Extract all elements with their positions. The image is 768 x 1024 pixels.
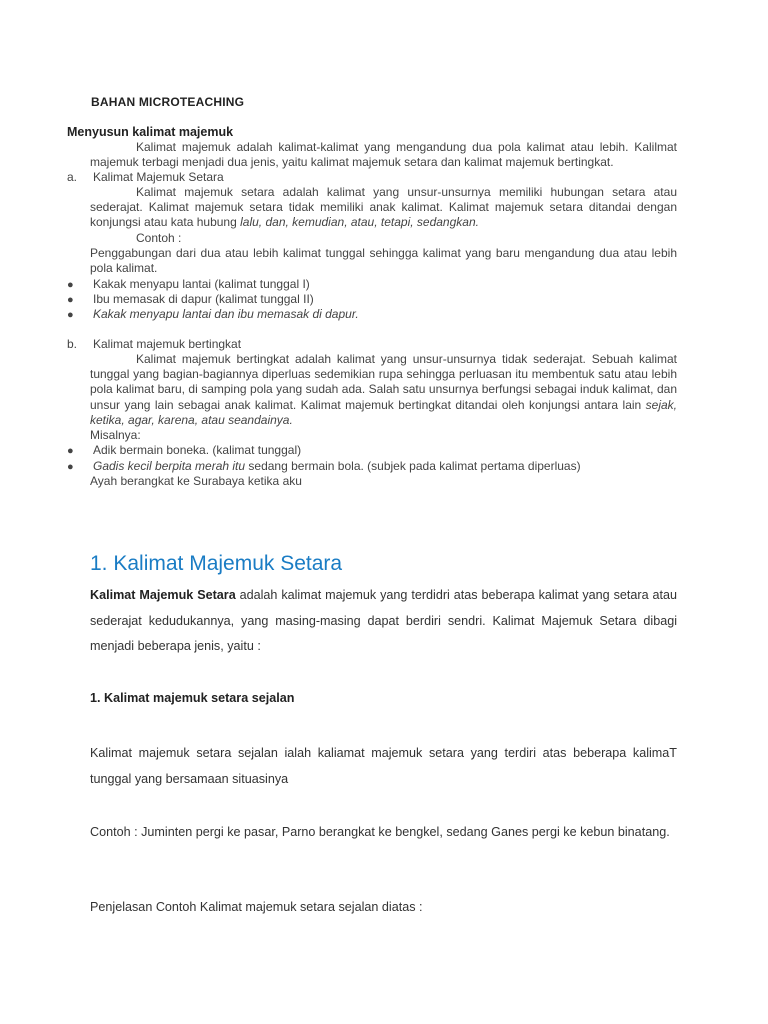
bullet-text: Ibu memasak di dapur (kalimat tunggal II) xyxy=(93,292,314,306)
list-item xyxy=(67,277,310,293)
bullet-text: Adik bermain boneka. (kalimat tunggal) xyxy=(93,443,302,457)
part-b-description xyxy=(90,352,677,443)
section2-paragraph xyxy=(90,583,677,660)
bullet-text: sedang bermain bola. (subjek pada kalimat pertama diperluas) xyxy=(245,459,581,473)
section2-heading: 1. Kalimat Majemuk Setara xyxy=(90,552,343,575)
bullet-icon: ● xyxy=(67,461,74,473)
list-item xyxy=(67,443,301,459)
definition-paragraph: Kalimat majemuk setara sejalan ialah kaliamat majemuk setara yang terdiri atas beberapa kalimaT tunggal yang bersamaan situasinya xyxy=(90,746,677,786)
section-heading: Menyusun kalimat majemuk xyxy=(67,125,234,139)
part-a-contoh-text: Penggabungan dari dua atau lebih kalimat tunggal sehingga kalimat yang baru mengandung dua atau lebih pola kalimat. xyxy=(90,245,677,276)
bullet-italic-text: Gadis kecil berpita merah itu xyxy=(93,459,246,473)
part-a-description xyxy=(90,185,677,276)
part-b-misalnya-label: Misalnya: xyxy=(90,428,141,443)
list-item xyxy=(67,459,581,475)
bullet-icon: ● xyxy=(67,445,74,457)
bullet-text: Kakak menyapu lantai dan ibu memasak di dapur. xyxy=(93,307,359,321)
part-b-marker: b. xyxy=(67,337,78,351)
part-b-heading xyxy=(67,337,241,352)
part-b-last-line xyxy=(90,474,677,489)
part-a-desc-text: Kalimat majemuk setara adalah kalimat yang unsur-unsurnya memiliki hubungan setara atau sederajat. Kalimat majemuk setara tidak memiliki anak kalimat. Kalimat majemuk setara ditandai dengan konjungsi atau kata hubung xyxy=(90,185,677,230)
bullet-icon: ● xyxy=(67,294,74,306)
section2-term: Kalimat Majemuk Setara xyxy=(90,588,236,602)
part-a-contoh-label: Contoh : xyxy=(136,230,182,245)
part-a-marker: a. xyxy=(67,170,78,184)
explanation-paragraph: Penjelasan Contoh Kalimat majemuk setara sejalan diatas : xyxy=(90,900,423,914)
intro-paragraph xyxy=(90,140,677,170)
part-a-title: Kalimat Majemuk Setara xyxy=(93,170,224,184)
bullet-text: Kakak menyapu lantai (kalimat tunggal I) xyxy=(93,277,310,291)
example-paragraph: Contoh : Juminten pergi ke pasar, Parno berangkat ke bengkel, sedang Ganes pergi ke kebun binatang. xyxy=(90,825,670,839)
document-title: BAHAN MICROTEACHING xyxy=(91,95,245,109)
part-b-conjunctions: sejak, ketika, agar, karena, atau seandainya. xyxy=(90,397,677,427)
part-b-desc-text: Kalimat majemuk bertingkat adalah kalimat yang unsur-unsurnya tidak sederajat. Sebuah kalimat tunggal yang bagian-bagiannya diperluas sedemikian rupa sehingga perluasan itu membentuk satu atau lebih pola kalimat baru, di samping pola yang sudah ada. Salah satu unsurnya berfungsi sebagai induk kalimat, dan unsur yang lain sebagai anak kalimat. Kalimat majemuk bertingkat ditandai oleh konjungsi antara lain xyxy=(90,352,677,412)
last-line-text: Ayah berangkat ke Surabaya ketika aku xyxy=(90,474,302,488)
list-item xyxy=(67,307,359,323)
section2-text: adalah kalimat majemuk yang terdidri atas beberapa kalimat yang setara atau sederajat kedudukannya, yang masing-masing dapat berdiri sendri. Kalimat Majemuk Setara dibagi menjadi beberapa jenis, yaitu : xyxy=(90,588,677,653)
intro-text: Kalimat majemuk adalah kalimat-kalimat yang mengandung dua pola kalimat atau lebih. Kalilmat majemuk terbagi menjadi dua jenis, yaitu kalimat majemuk setara dan kalimat majemuk bertingkat. xyxy=(90,140,677,170)
subsection-heading: 1. Kalimat majemuk setara sejalan xyxy=(90,691,295,705)
part-a-heading xyxy=(67,170,224,185)
bullet-icon: ● xyxy=(67,279,74,291)
bullet-icon: ● xyxy=(67,309,74,321)
part-b-title: Kalimat majemuk bertingkat xyxy=(93,337,242,351)
list-item xyxy=(67,292,314,308)
part-a-conjunctions: lalu, dan, kemudian, atau, tetapi, sedangkan. xyxy=(240,215,479,230)
